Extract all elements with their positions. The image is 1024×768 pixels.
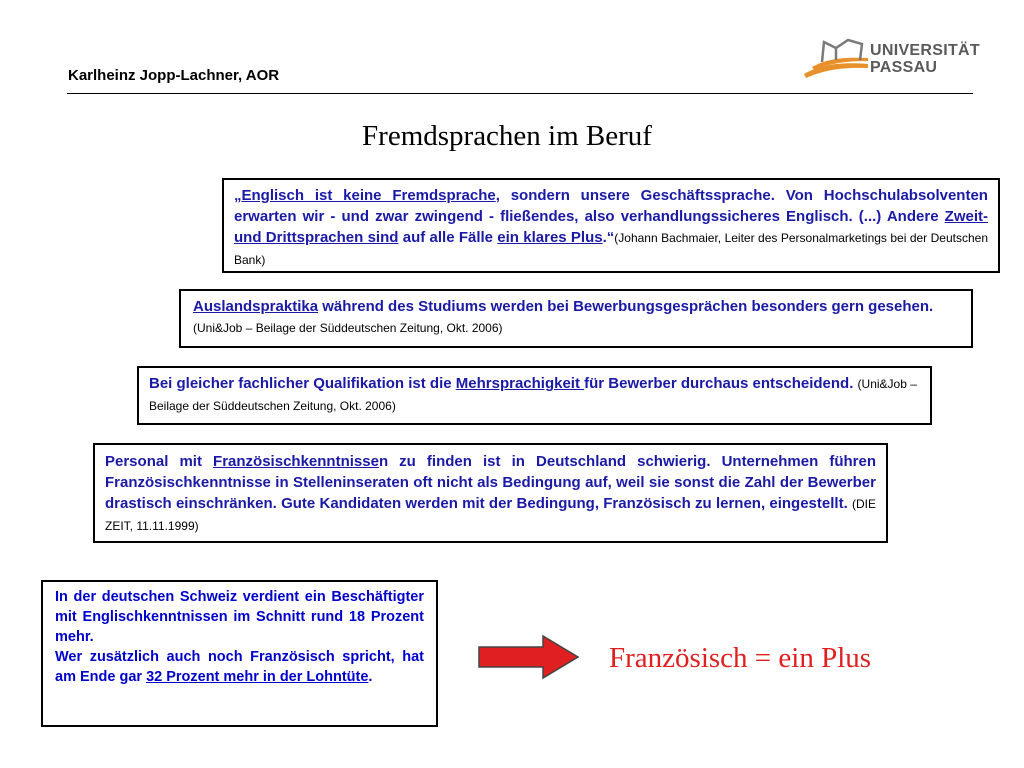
quote-box-mehrsprachigkeit [137,366,932,425]
quote-open-mark: „ [234,187,242,204]
quote-underlined-text: Englisch ist keine Fremdsprache [241,187,496,204]
conclusion-text: Französisch = ein Plus [609,642,872,674]
logo-line-university: UNIVERSITÄT [870,42,980,59]
logo-line-passau: PASSAU [870,59,938,76]
arrow-right-icon [477,634,581,680]
quote-text: Personal mit [105,453,214,470]
quote-source: (Uni&Job – Beilage der Süddeutschen Zeitung, Okt. 2006) [149,377,917,413]
quote-box-schweiz [41,580,438,727]
quote-underlined-text: Französischkenntnisse [213,453,379,470]
quote-text: auf alle Fälle [398,229,498,246]
quote-text: Wer zusätzlich auch noch Französisch spricht, hat am Ende gar [55,649,424,685]
university-logo [802,34,980,82]
quote-underlined-text: Auslandspraktika [193,298,319,315]
slide-title: Fremdsprachen im Beruf [362,120,652,152]
header-divider [67,93,973,94]
quote-text: . [368,669,373,685]
quote-source: (Johann Bachmaier, Leiter des Personalmarketings bei der Deutschen Bank) [234,231,989,267]
quote-source: (DIE ZEIT, 11.11.1999) [105,497,876,533]
quote-box-auslandspraktika [179,289,973,348]
quote-text: Bei gleicher fachlicher Qualifikation ist die [149,375,456,392]
quote-underlined-text: Zweit- und Drittsprachen sind [234,208,988,246]
logo-emblem-icon [802,34,872,82]
quote-paragraph [55,647,424,687]
quote-text: , sondern unsere Geschäftssprache. Von Hochschulabsolventen erwarten wir - und zwar zwingend - fließendes, also verhandlungssicheres Englisch. (...) Andere [234,187,988,225]
author-label: Karlheinz Jopp-Lachner, AOR [68,67,280,84]
quote-box-franzoesisch [93,443,888,543]
quote-underlined-text: 32 Prozent mehr in der Lohntüte [146,669,369,685]
quote-underlined-text: ein klares Plus [497,229,603,246]
quote-text: n zu finden ist in Deutschland schwierig. Unternehmen führen Französischkenntnisse in Stelleninseraten oft nicht als Bedingung auf, weil sie sonst die Zahl der Bewerber drastisch einschränken. Gute Kandidaten werden mit der Bedingung, Französisch zu lernen, eingestellt. [105,453,876,512]
quote-paragraph: In der deutschen Schweiz verdient ein Beschäftigter mit Englischkenntnissen im Schnitt rund 18 Prozent mehr. [55,589,424,645]
quote-source: (Uni&Job – Beilage der Süddeutschen Zeitung, Okt. 2006) [193,321,503,335]
quote-text: für Bewerber durchaus entscheidend. [584,375,858,392]
quote-box-bank [222,178,1000,273]
quote-text: während des Studiums werden bei Bewerbungsgesprächen besonders gern gesehen. [318,298,934,315]
quote-close-mark: .“ [602,229,615,246]
quote-underlined-text: Mehrsprachigkeit [455,375,585,392]
